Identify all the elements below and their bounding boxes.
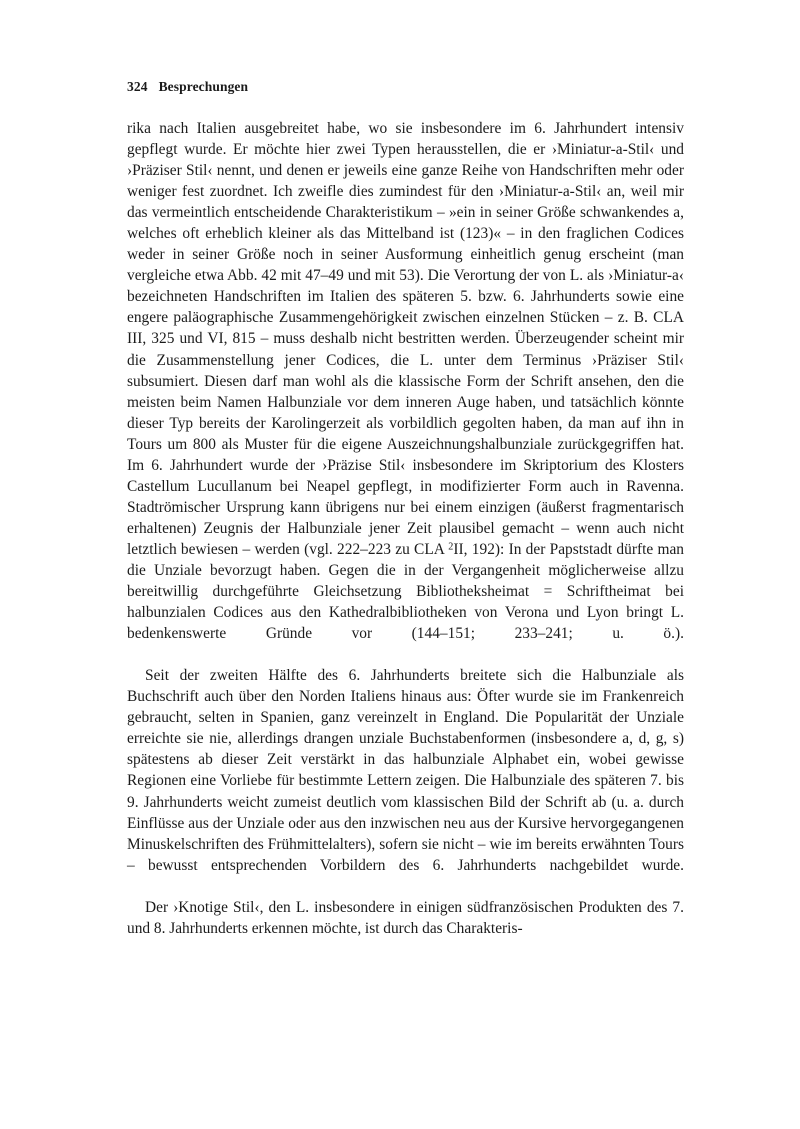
paragraph-2 bbox=[127, 665, 684, 897]
superscript-edition-marker: 2 bbox=[448, 541, 454, 553]
running-head-title: Besprechungen bbox=[158, 79, 249, 94]
paragraph-3 bbox=[127, 897, 684, 939]
paragraph-1 bbox=[127, 118, 684, 665]
paragraph-1-text: rika nach Italien ausgebreitet habe, wo sie insbesondere im 6. Jahrhundert intensiv gepflegt wurde. Er möchte hier zwei Typen herausstellen, die er ›Miniatur-a-Stil‹ und ›Präziser Stil‹ nennt, und denen er jeweils eine ganze Reihe von Handschriften mehr oder weniger fest zuordnet. Ich zweifle dies zumindest für den ›Miniatur-a-Stil‹ an, weil mir das vermeintlich entscheidende Charakteristikum – »ein in seiner Größe schwankendes a, welches oft erheblich kleiner als das Mittelband ist (123)« – in den fraglichen Codices weder in seiner Größe noch in seiner Ausformung einheitlich genug erscheint (man vergleiche etwa Abb. 42 mit 47–49 und mit 53). Die Verortung der von L. als ›Miniatur-a‹ bezeichneten Handschriften im Italien des späteren 5. bzw. 6. Jahrhunderts sowie eine engere paläographische Zusammengehörigkeit zwischen einzelnen Stücken – z. B. CLA III, 325 und VI, 815 – muss deshalb nicht bestritten werden. Überzeugender scheint mir die Zusammenstellung jener Codices, die L. unter dem Terminus ›Präziser Stil‹ subsumiert. Diesen darf man wohl als die klassische Form der Schrift ansehen, den die meisten beim Namen Halbunziale vor dem inneren Auge haben, und tatsächlich könnte dieser Typ bereits der Karolingerzeit als vorbildlich gegolten haben, da man auf ihn in Tours um 800 als Muster für die eigene Auszeichnungshalbunziale zurückgegriffen hat. Im 6. Jahrhundert wurde der ›Präzise Stil‹ insbesondere im Skriptorium des Klosters Castellum Lucullanum bei Neapel gepflegt, in modifizierter Form auch in Ravenna. Stadtrömischer Ursprung kann übrigens nur bei einem einzigen (äußerst fragmentarisch erhaltenen) Zeugnis der Halbunziale jener Zeit plausibel gemacht – wenn auch nicht letztlich bewiesen – werden (vgl. 222–223 zu CLA bbox=[127, 120, 684, 558]
paragraph-1-text-continued: II, 192): In der Papststadt dürfte man die Unziale bevorzugt haben. Gegen die in der Vergangenheit möglicherweise allzu bereitwillig durchgeführte Gleichsetzung Bibliotheksheimat = Schriftheimat bei halbunzialen Codices aus den Kathedralbibliotheken von Verona und Lyon bringt L. bedenkenswerte Gründe vor (144–151; 233–241; u. ö.). bbox=[127, 540, 684, 643]
paragraph-3-text: Der ›Knotige Stil‹, den L. insbesondere in einigen südfranzösischen Produkten des 7. und 8. Jahrhunderts erkennen möchte, ist durch das Charakteris- bbox=[127, 898, 684, 937]
paragraph-2-text: Seit der zweiten Hälfte des 6. Jahrhunderts breitete sich die Halbunziale als Buchschrift auch über den Norden Italiens hinaus aus: Öfter wurde sie im Frankenreich gebraucht, selten in Spanien, ganz vereinzelt in England. Die Popularität der Unziale erreichte sie nie, allerdings drangen unziale Buchstabenformen (insbesondere a, d, g, s) spätestens ab dieser Zeit verstärkt in das halbunziale Alphabet ein, wobei gewisse Regionen eine Vorliebe für bestimmte Lettern zeigen. Die Halbunziale des späteren 7. bis 9. Jahrhunderts weicht zumeist deutlich vom klassischen Bild der Schrift ab (u. a. durch Einflüsse aus der Unziale oder aus den inzwischen neu aus der Kursive hervorgegangenen Minuskelschriften des Frühmittelalters), sofern sie nicht – wie im bereits erwähnten Tours – bewusst entsprechenden Vorbildern des 6. Jahrhunderts nachgebildet wurde. bbox=[127, 667, 684, 874]
body-text-block bbox=[127, 118, 684, 939]
page-number: 324 bbox=[127, 79, 148, 94]
running-head bbox=[127, 79, 248, 95]
